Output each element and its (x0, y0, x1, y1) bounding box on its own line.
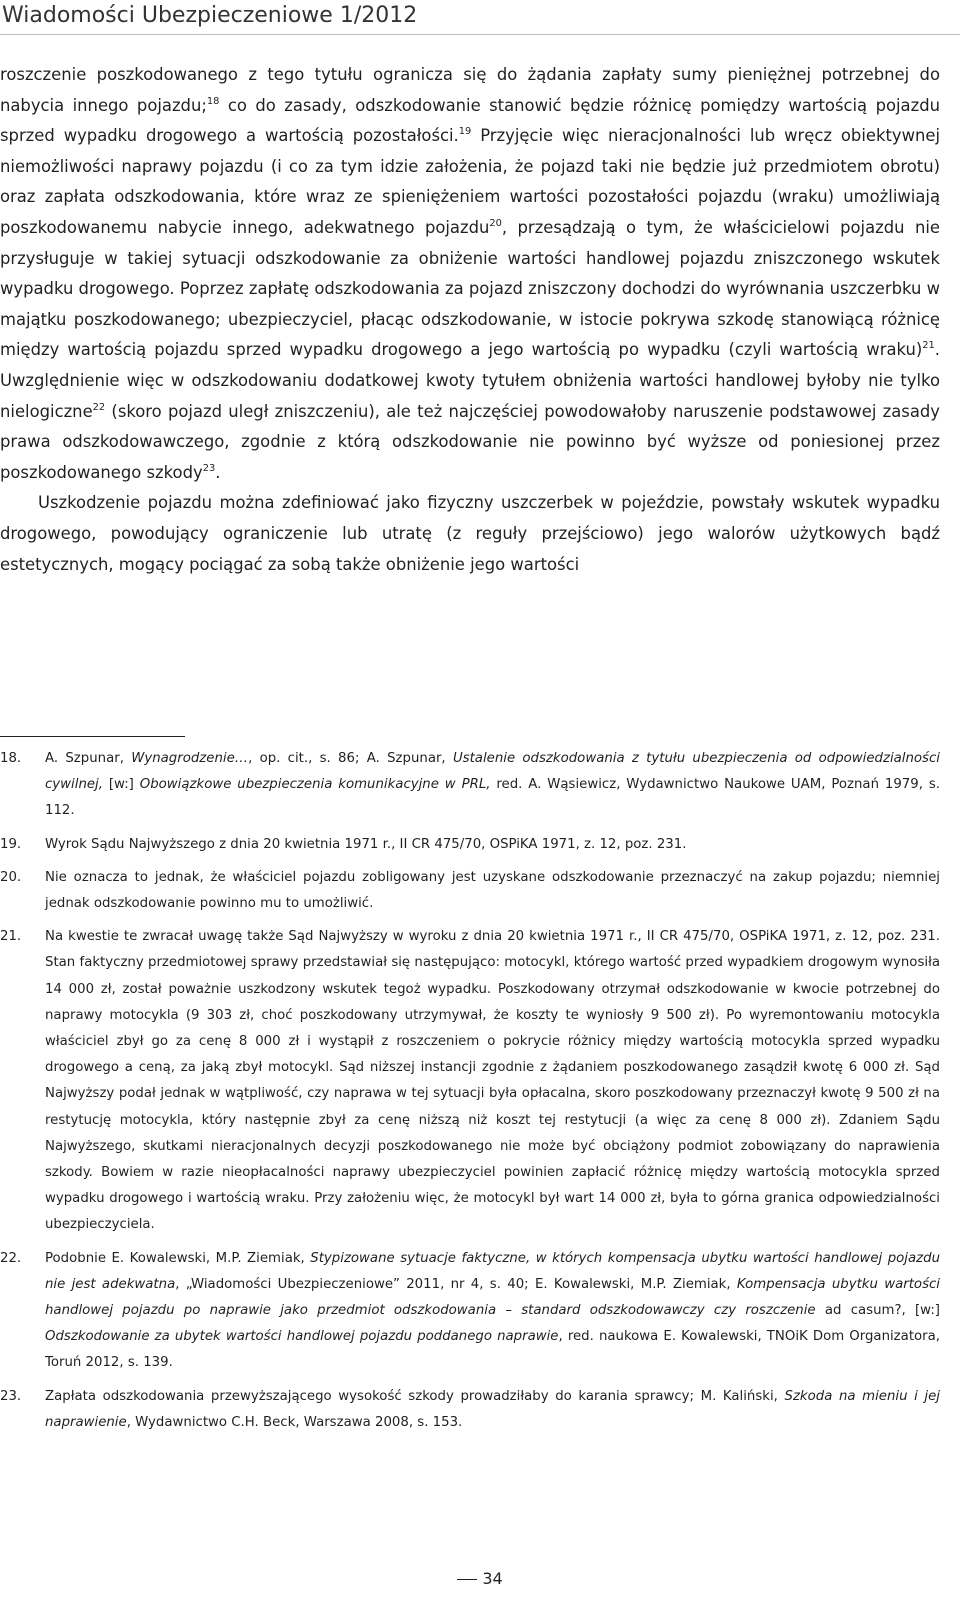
footnote-number: 21. (0, 929, 22, 945)
page-number-dash (457, 1579, 477, 1580)
text-run: , „Wiadomości Ubezpieczeniowe” 2011, nr 4, s. 40; E. Kowalewski, M.P. Ziemiak, (175, 1276, 737, 1292)
footnote-23 (0, 1384, 940, 1436)
footnote-number: 18. (0, 751, 22, 766)
italic-title: Kompensacja ubytku wartości handlowej pojazdu po naprawie jako przedmiot odszkodowania – standard odszkodowawczy czy roszczenie (45, 1276, 940, 1319)
italic-title: Obowiązkowe ubezpieczenia komunikacyjne w PRL, (139, 777, 491, 793)
footnote-ref-23[interactable]: 23 (202, 462, 216, 474)
text-run: [w:] (102, 777, 140, 793)
footnote-ref-19[interactable]: 19 (458, 126, 472, 138)
footnote-text (45, 1384, 940, 1436)
text-run: A. Szpunar, (45, 751, 132, 766)
footnote-21 (0, 924, 940, 1238)
paragraph-2: Uszkodzenie pojazdu można zdefiniować jako fizyczny uszczerbek w pojeździe, powstały wskutek wypadku drogowego, powodujący ograniczenie lub utratę (z reguły przejściowo) jego walorów użytkowych bądź estetycznych, mogący pociągać za sobą także obniżenie jego wartości (0, 493, 940, 574)
text-run: Podobnie E. Kowalewski, M.P. Ziemiak, (45, 1250, 311, 1266)
footnote-ref-18[interactable]: 18 (206, 95, 220, 107)
footnotes (0, 746, 940, 1443)
footnote-18 (0, 746, 940, 825)
italic-title: Odszkodowanie za ubytek wartości handlowej pojazdu poddanego naprawie (45, 1329, 559, 1345)
footnote-22 (0, 1246, 940, 1377)
journal-header (0, 0, 421, 30)
italic-title: Ustalenie odszkodowania z tytułu ubezpieczenia od odpowiedzialności cywilnej, (45, 751, 940, 793)
header-rule (0, 34, 960, 35)
footnote-ref-20[interactable]: 20 (489, 218, 502, 230)
text-run: Zapłata odszkodowania przewyższającego wysokość szkody prowadziłaby do karania sprawcy; M. Kaliński, (45, 1388, 785, 1404)
paragraph-1 (0, 60, 940, 488)
text-run: co do zasady, odszkodowanie stanowić będzie różnicę pomiędzy wartością pojazdu sprzed wypadku drogowego a wartością pozostałości. (0, 95, 940, 146)
page-number-value: 34 (482, 1569, 503, 1588)
footnote-separator (0, 736, 185, 737)
text-run: Przyjęcie więc nieracjonalności lub wręcz obiektywnej niemożliwości naprawy pojazdu (i co za tym idzie założenia, że pojazd taki nie będzie już przedmiotem obrotu) oraz zapłata odszkodowania, które wraz ze spieniężeniem wartości pozostałości pojazdu (wraku) umożliwiają poszkodowanemu nabycie innego, adekwatnego pojazdu (0, 126, 941, 237)
footnote-text (45, 746, 940, 825)
footnote-number: 19. (0, 836, 22, 852)
footnote-number: 23. (0, 1388, 22, 1404)
journal-title: Wiadomości Ubezpieczeniowe 1/2012 (2, 3, 418, 28)
footnote-number: 22. (0, 1250, 22, 1266)
page-number (0, 1568, 960, 1590)
footnote-text (45, 1246, 940, 1377)
text-run: , Wydawnictwo C.H. Beck, Warszawa 2008, s. 153. (126, 1414, 463, 1430)
footnote-ref-21[interactable]: 21 (922, 340, 935, 352)
italic-title: Szkoda na mieniu i jej naprawienie (45, 1388, 940, 1430)
text-run: . Uwzględnienie więc w odszkodowaniu dodatkowej kwoty tytułem obniżenia wartości handlowej byłoby nie tylko nielogiczne (0, 340, 940, 421)
italic-title: Stypizowane sytuacje faktyczne, w których kompensacja ubytku wartości handlowej pojazdu nie jest adekwatna (45, 1250, 940, 1292)
footnote-number: 20. (0, 869, 22, 885)
text-run: roszczenie poszkodowanego z tego tytułu ogranicza się do żądania zapłaty sumy pieniężnej potrzebnej do nabycia innego pojazdu; (0, 65, 940, 115)
text-run: ad casum?, [w:] (815, 1303, 940, 1319)
italic-title: Wynagrodzenie… (131, 751, 249, 766)
text-run: , op. cit., s. 86; A. Szpunar, (248, 751, 453, 766)
text-run: , red. naukowa E. Kowalewski, TNOiK Dom Organizatora, Toruń 2012, s. 139. (45, 1329, 941, 1371)
text-run: . (215, 462, 221, 482)
footnote-text: Wyrok Sądu Najwyższego z dnia 20 kwietnia 1971 r., II CR 475/70, OSPiKA 1971, z. 12, poz. 231. (45, 836, 687, 852)
footnote-text: Nie oznacza to jednak, że właściciel pojazdu zobligowany jest uzyskane odszkodowanie przeznaczyć na zakup pojazdu; niemniej jednak odszkodowanie powinno mu to umożliwić. (45, 869, 940, 912)
footnote-ref-22[interactable]: 22 (92, 401, 106, 413)
text-run: red. A. Wąsiewicz, Wydawnictwo Naukowe UAM, Poznań 1979, s. 112. (45, 777, 940, 819)
footnote-20 (0, 865, 940, 917)
main-text (0, 60, 940, 580)
text-run: (skoro pojazd uległ zniszczeniu), ale też najczęściej powodowałoby naruszenie podstawowej zasady prawa odszkodowawczego, zgodnie z którą odszkodowanie nie powinno być wyższe od poniesionej przez poszkodowanego szkody (0, 401, 940, 482)
footnote-19 (0, 832, 940, 858)
text-run: , przesądzają o tym, że właścicielowi pojazdu nie przysługuje w takiej sytuacji odszkodowanie za obniżenie wartości handlowej pojazdu zniszczonego wskutek wypadku drogowego. Poprzez zapłatę odszkodowania za pojazd zniszczony dochodzi do wyrównania uszczerbku w majątku poszkodowanego; ubezpieczyciel, płacąc odszkodowanie, w istocie pokrywa szkodę stanowiącą różnicę między wartością pojazdu sprzed wypadku drogowego a jego wartością po wypadku (czyli wartością wraku) (0, 217, 940, 360)
footnote-text: Na kwestie te zwracał uwagę także Sąd Najwyższy w wyroku z dnia 20 kwietnia 1971 r., II CR 475/70, OSPiKA 1971, z. 12, poz. 231. Stan faktyczny przedmiotowej sprawy przedstawiał się następująco: motocykl, którego wartość przed wypadkiem drogowym wynosiła 14 000 zł, został poważnie uszkodzony wskutek tegoż wypadku. Poszkodowany otrzymał odszkodowanie w kwocie potrzebnej do naprawy motocykla (9 303 zł, choć poszkodowany utrzymywał, że koszty te wyniosły 9 500 zł). Po wyremontowaniu motocykla właściciel zbył go za cenę 8 000 zł i wystąpił z roszczeniem o pokrycie różnicy między wartością motocykla sprzed wypadku drogowego a ceną, za jaką zbył motocykl. Sąd niższej instancji zgodnie z żądaniem poszkodowanego zasądził kwotę 6 000 zł. Sąd Najwyższy podał jednak w wątpliwość, czy naprawa w tej sytuacji była opłacalna, skoro poszkodowany przeznaczył kwotę 9 500 zł na restytucję motocykla, który następnie zbył za cenę niższą niż koszt tej restytucji (a więc za cenę 8 000 zł). Zdaniem Sądu Najwyższego, skutkami nieracjonalnych decyzji poszkodowanego nie może być obciążony podmiot zobowiązany do naprawienia szkody. Bowiem w razie nieopłacalności naprawy ubezpieczyciel powinien zapłacić różnicę między wartością motocykla sprzed wypadku drogowego i wartością wraku. Przy założeniu więc, że motocykl był wart 14 000 zł, była to górna granica odpowiedzialności ubezpieczyciela. (45, 929, 940, 1233)
